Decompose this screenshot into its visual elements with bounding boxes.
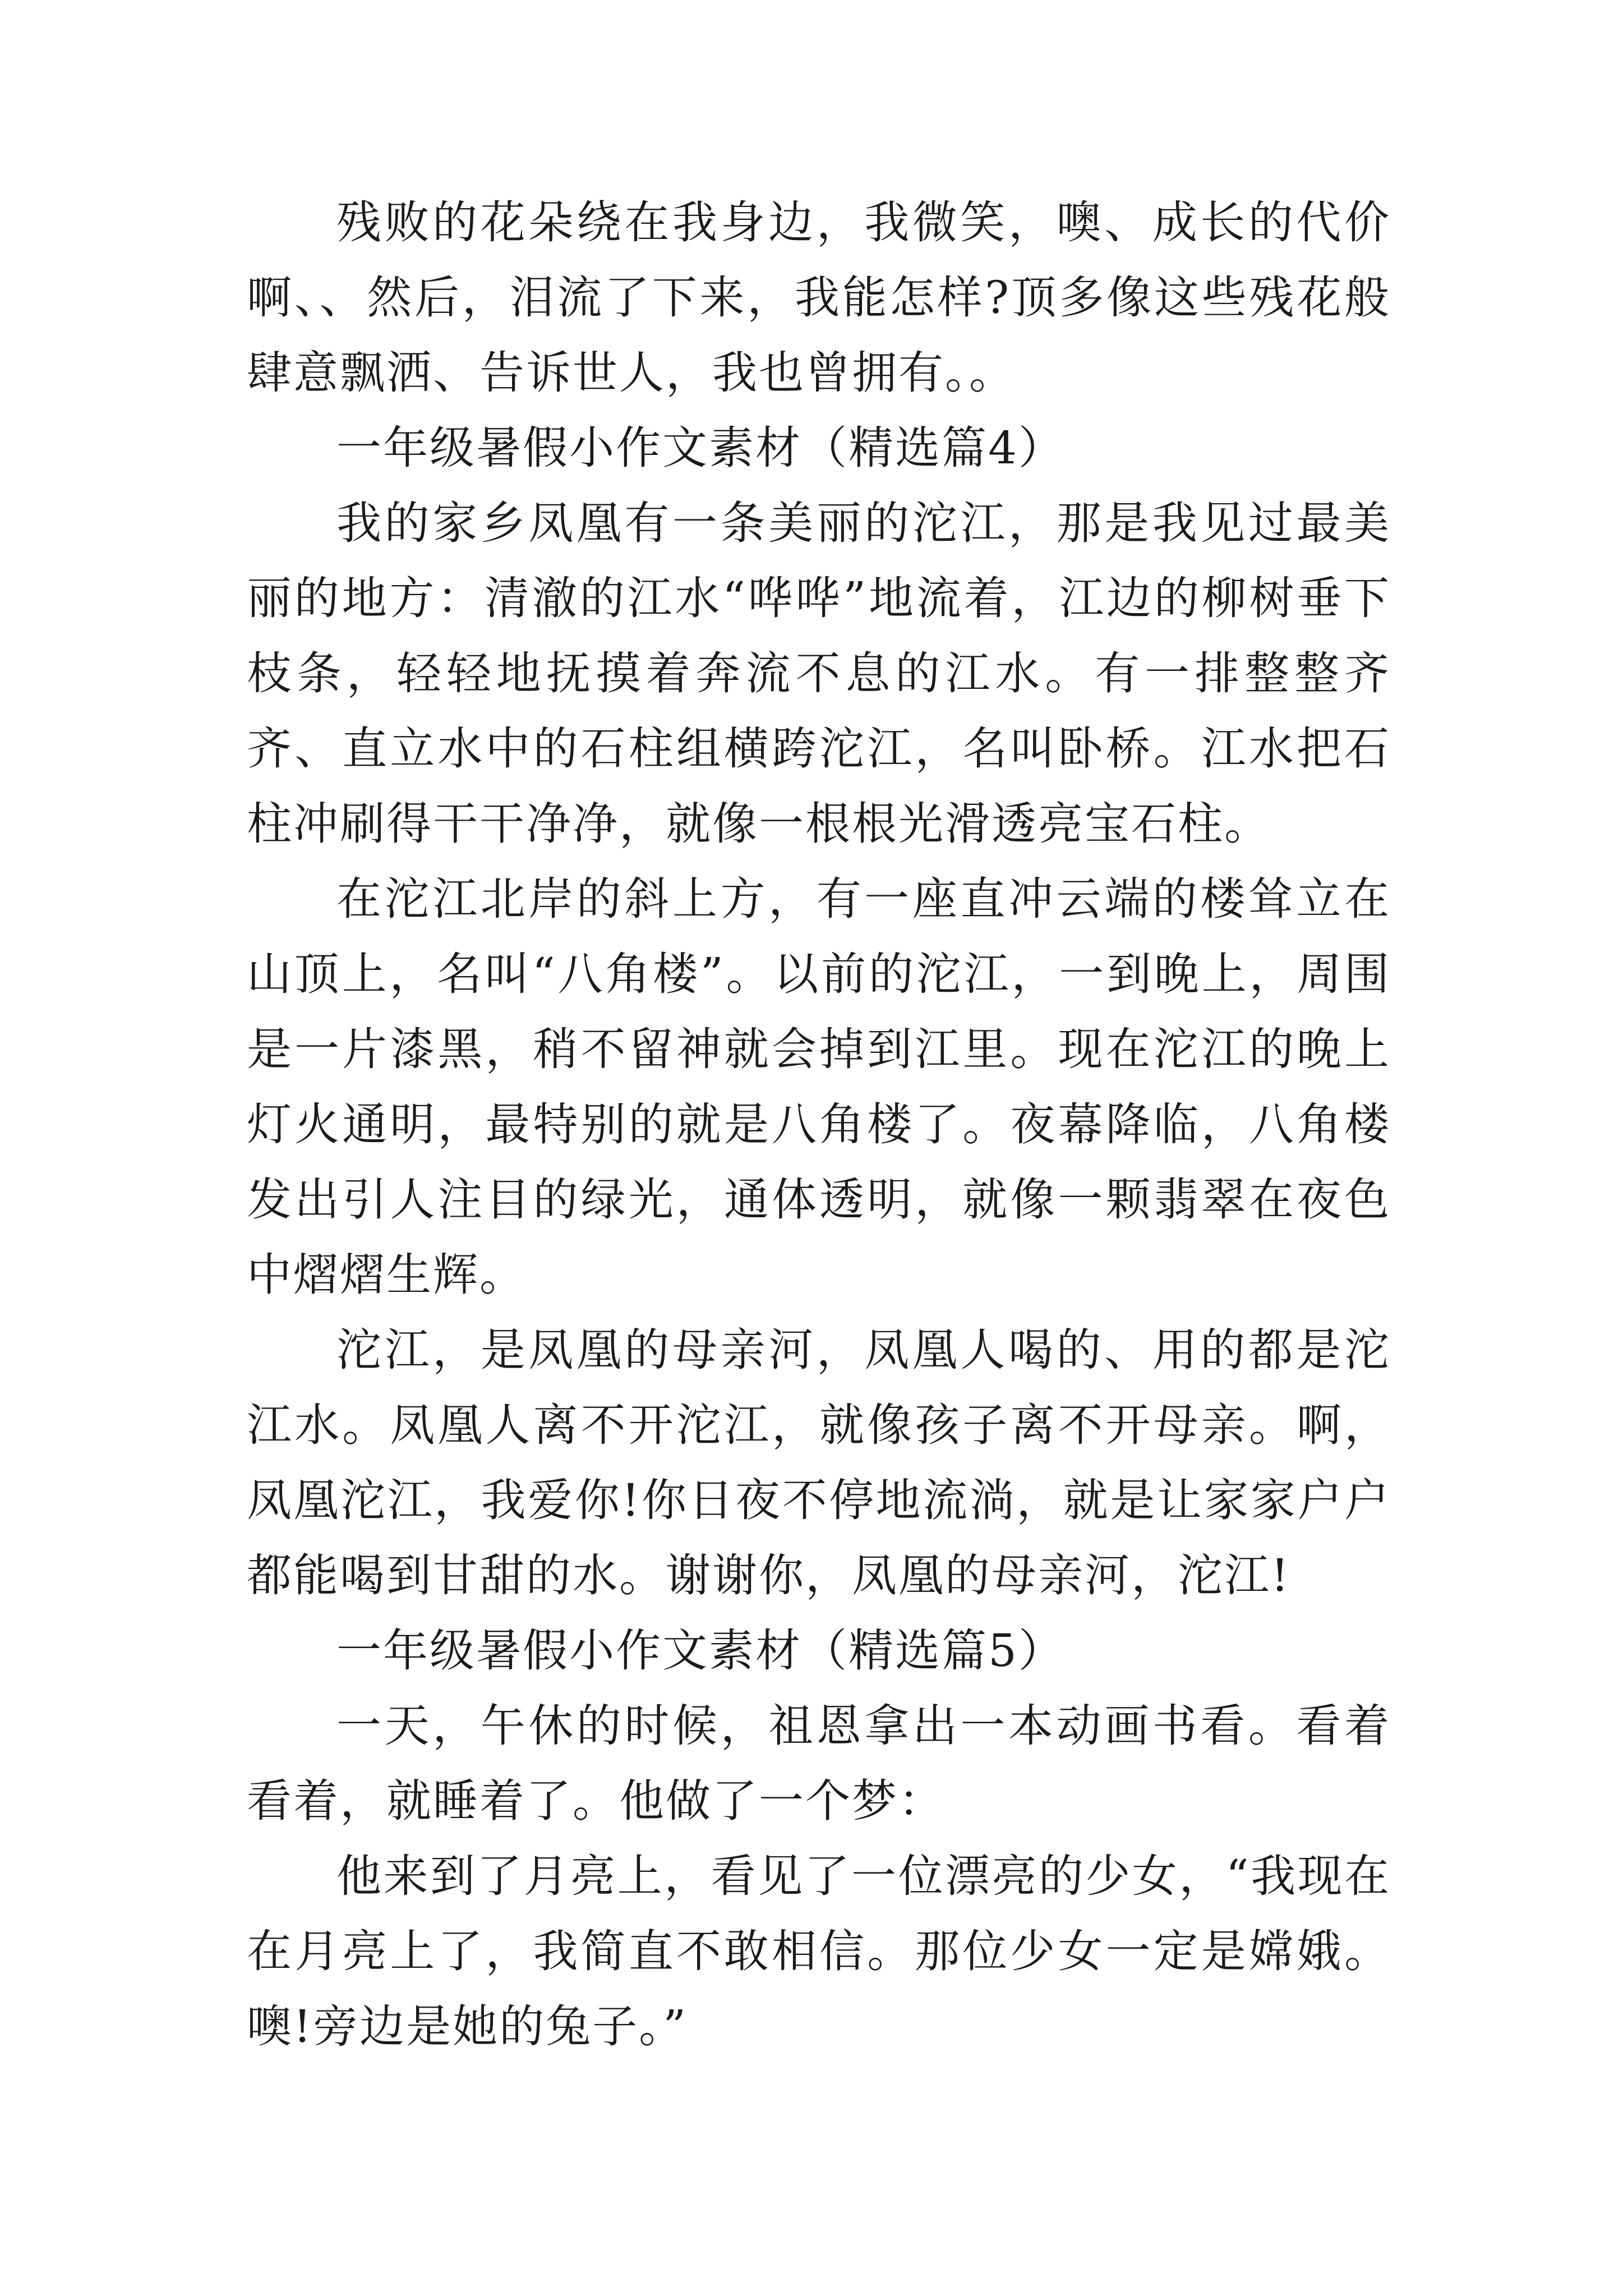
paragraph: 我的家乡凤凰有一条美丽的沱江，那是我见过最美丽的地方：清澈的江水“哗哗”地流着，江边的柳树垂下枝条，轻轻地抚摸着奔流不息的江水。有一排整整齐齐、直立水中的石柱组横跨沱江，名叫卧桥。江水把石柱冲刷得干干净净，就像一根根光滑透亮宝石柱。: [247, 497, 1391, 850]
paragraph: 一天，午休的时候，祖恩拿出一本动画书看。看着看着，就睡着了。他做了一个梦：: [247, 1700, 1391, 1827]
paragraph: 在沱江北岸的斜上方，有一座直冲云端的楼耸立在山顶上，名叫“八角楼”。以前的沱江，一到晚上，周围是一片漆黑，稍不留神就会掉到江里。现在沱江的晚上灯火通明，最特别的就是八角楼了。夜幕降临，八角楼发出引人注目的绿光，通体透明，就像一颗翡翠在夜色中熠熠生辉。: [247, 873, 1391, 1301]
paragraph: 沱江，是凤凰的母亲河，凤凰人喝的、用的都是沱江水。凤凰人离不开沱江，就像孩子离不开母亲。啊，凤凰沱江，我爱你!你日夜不停地流淌，就是让家家户户都能喝到甘甜的水。谢谢你，凤凰的母亲河，沱江!: [247, 1324, 1391, 1602]
section-heading: 一年级暑假小作文素材（精选篇4）: [336, 422, 1065, 474]
document-body: [247, 185, 1391, 2064]
section-heading: 一年级暑假小作文素材（精选篇5）: [336, 1625, 1065, 1677]
paragraph: 残败的花朵绕在我身边，我微笑，噢、成长的代价啊、、然后，泪流了下来，我能怎样?顶多像这些残花般肆意飘洒、告诉世人，我也曾拥有。。: [247, 196, 1391, 399]
paragraph: 他来到了月亮上，看见了一位漂亮的少女，“我现在在月亮上了，我简直不敢相信。那位少女一定是嫦娥。噢!旁边是她的兔子。”: [247, 1850, 1391, 2053]
